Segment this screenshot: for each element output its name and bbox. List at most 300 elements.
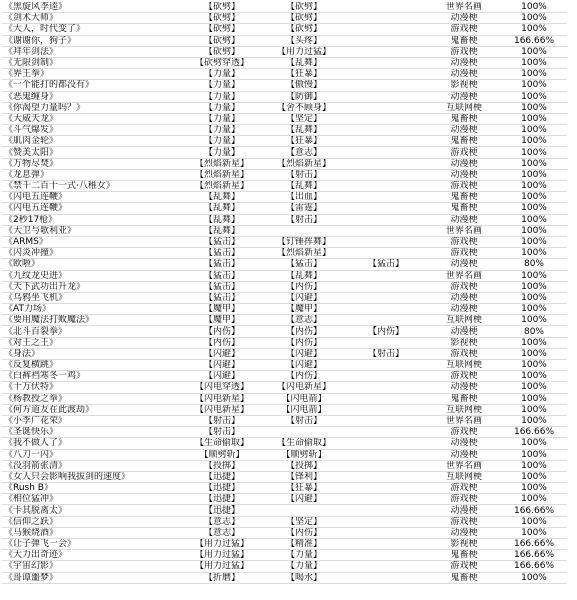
skill1-cell[interactable]: 【闪电新星】 <box>181 404 263 415</box>
category-cell[interactable]: 动漫梗 <box>427 259 501 270</box>
skill2-cell[interactable]: 【烈焰新星】 <box>263 248 345 259</box>
category-cell[interactable]: 互联网梗 <box>427 102 501 113</box>
name-cell[interactable]: 《我不做人了》 <box>2 438 181 449</box>
skill3-cell[interactable] <box>345 415 427 426</box>
category-cell[interactable]: 影视梗 <box>427 539 501 550</box>
skill1-cell[interactable]: 【砍劈穿透】 <box>181 57 263 68</box>
name-cell[interactable]: 《女人只会影响我拔剑的速度》 <box>2 471 181 482</box>
rate-cell[interactable]: 166.66% <box>501 427 567 438</box>
name-cell[interactable]: 《拜年剑法》 <box>2 46 181 57</box>
skill2-cell[interactable]: 【坚定】 <box>263 113 345 124</box>
skill3-cell[interactable] <box>345 147 427 158</box>
skill1-cell[interactable]: 【内伤】 <box>181 337 263 348</box>
rate-cell[interactable]: 100% <box>501 348 567 359</box>
category-cell[interactable]: 动漫梗 <box>427 69 501 80</box>
skill3-cell[interactable] <box>345 236 427 247</box>
name-cell[interactable]: 《北斗百裂拳》 <box>2 326 181 337</box>
skill1-cell[interactable]: 【烈焰新星】 <box>181 169 263 180</box>
skill3-cell[interactable] <box>345 281 427 292</box>
category-cell[interactable]: 游戏梗 <box>427 181 501 192</box>
skill1-cell[interactable]: 【烈焰新星】 <box>181 181 263 192</box>
name-cell[interactable]: 《2秒17枪》 <box>2 214 181 225</box>
category-cell[interactable]: 动漫梗 <box>427 214 501 225</box>
name-cell[interactable]: 《一个能打的都没有》 <box>2 80 181 91</box>
name-cell[interactable]: 《大威天龙》 <box>2 113 181 124</box>
skill1-cell[interactable]: 【用力过猛】 <box>181 539 263 550</box>
category-cell[interactable]: 世界名画 <box>427 2 501 13</box>
skill2-cell[interactable]: 【砍劈】 <box>263 13 345 24</box>
rate-cell[interactable]: 100% <box>501 449 567 460</box>
skill3-cell[interactable] <box>345 69 427 80</box>
name-cell[interactable]: 《欧啦》 <box>2 259 181 270</box>
skill3-cell[interactable] <box>345 158 427 169</box>
skill3-cell[interactable] <box>345 136 427 147</box>
skill2-cell[interactable]: 【头疼】 <box>263 35 345 46</box>
skill3-cell[interactable] <box>345 46 427 57</box>
skill2-cell[interactable]: 【射击】 <box>263 415 345 426</box>
rate-cell[interactable]: 166.66% <box>501 561 567 572</box>
rate-cell[interactable]: 100% <box>501 460 567 471</box>
name-cell[interactable]: 《大卫与歌利亚》 <box>2 225 181 236</box>
skill1-cell[interactable]: 【生命偷取】 <box>181 438 263 449</box>
skill1-cell[interactable]: 【顺劈斩】 <box>181 449 263 460</box>
rate-cell[interactable]: 100% <box>501 236 567 247</box>
skill2-cell[interactable]: 【乱舞】 <box>263 57 345 68</box>
rate-cell[interactable]: 100% <box>501 80 567 91</box>
category-cell[interactable]: 动漫梗 <box>427 91 501 102</box>
name-cell[interactable]: 《信仰之跃》 <box>2 516 181 527</box>
skill3-cell[interactable] <box>345 471 427 482</box>
name-cell[interactable]: 《卡其脱离太》 <box>2 505 181 516</box>
skill2-cell[interactable]: 【舍不顾身】 <box>263 102 345 113</box>
name-cell[interactable]: 《肌肉金轮》 <box>2 136 181 147</box>
rate-cell[interactable]: 100% <box>501 393 567 404</box>
skill3-cell[interactable] <box>345 561 427 572</box>
category-cell[interactable]: 互联网梗 <box>427 404 501 415</box>
name-cell[interactable]: 《闪电五连鞭》 <box>2 192 181 203</box>
skill2-cell[interactable]: 【狂暴】 <box>263 69 345 80</box>
rate-cell[interactable]: 100% <box>501 494 567 505</box>
rate-cell[interactable]: 100% <box>501 471 567 482</box>
skill1-cell[interactable]: 【力量】 <box>181 113 263 124</box>
rate-cell[interactable]: 166.66% <box>501 35 567 46</box>
rate-cell[interactable]: 100% <box>501 181 567 192</box>
name-cell[interactable]: 《马猴烧酒》 <box>2 527 181 538</box>
skill1-cell[interactable]: 【力量】 <box>181 136 263 147</box>
category-cell[interactable]: 游戏梗 <box>427 427 501 438</box>
skill2-cell[interactable]: 【生命偷取】 <box>263 438 345 449</box>
skill3-cell[interactable] <box>345 248 427 259</box>
skill1-cell[interactable]: 【魔甲】 <box>181 304 263 315</box>
skill2-cell[interactable]: 【狂暴】 <box>263 483 345 494</box>
rate-cell[interactable]: 100% <box>501 225 567 236</box>
skill1-cell[interactable]: 【用力过猛】 <box>181 561 263 572</box>
skill3-cell[interactable] <box>345 13 427 24</box>
category-cell[interactable]: 游戏梗 <box>427 147 501 158</box>
category-cell[interactable]: 动漫梗 <box>427 505 501 516</box>
skill2-cell[interactable]: 【闪电箭】 <box>263 404 345 415</box>
skill1-cell[interactable]: 【魔甲】 <box>181 315 263 326</box>
skill2-cell[interactable]: 【闪避】 <box>263 360 345 371</box>
category-cell[interactable]: 动漫梗 <box>427 13 501 24</box>
skill1-cell[interactable]: 【砍劈】 <box>181 13 263 24</box>
skill1-cell[interactable]: 【力量】 <box>181 91 263 102</box>
skill2-cell[interactable]: 【狂暴】 <box>263 136 345 147</box>
category-cell[interactable]: 世界名画 <box>427 415 501 426</box>
skill1-cell[interactable]: 【闪避】 <box>181 371 263 382</box>
name-cell[interactable]: 《白裤裆寒冬一鸡》 <box>2 371 181 382</box>
skill3-cell[interactable] <box>345 516 427 527</box>
skill2-cell[interactable]: 【意志】 <box>263 315 345 326</box>
skill2-cell[interactable]: 【出血】 <box>263 192 345 203</box>
name-cell[interactable]: 《乌鸦坐飞机》 <box>2 292 181 303</box>
rate-cell[interactable]: 100% <box>501 572 567 583</box>
skill2-cell[interactable]: 【闪避】 <box>263 348 345 359</box>
rate-cell[interactable]: 100% <box>501 404 567 415</box>
category-cell[interactable]: 游戏梗 <box>427 516 501 527</box>
category-cell[interactable]: 世界名画 <box>427 225 501 236</box>
category-cell[interactable]: 游戏梗 <box>427 348 501 359</box>
skill2-cell[interactable] <box>263 427 345 438</box>
skill3-cell[interactable] <box>345 360 427 371</box>
rate-cell[interactable]: 100% <box>501 371 567 382</box>
skill1-cell[interactable]: 【砍劈】 <box>181 24 263 35</box>
category-cell[interactable]: 动漫梗 <box>427 125 501 136</box>
rate-cell[interactable]: 80% <box>501 326 567 337</box>
skill3-cell[interactable] <box>345 393 427 404</box>
rate-cell[interactable]: 100% <box>501 438 567 449</box>
category-cell[interactable]: 游戏梗 <box>427 483 501 494</box>
skill1-cell[interactable]: 【闪电新星】 <box>181 393 263 404</box>
name-cell[interactable]: 《相位猛冲》 <box>2 494 181 505</box>
name-cell[interactable]: 《无限剑制》 <box>2 57 181 68</box>
skill1-cell[interactable]: 【内伤】 <box>181 326 263 337</box>
name-cell[interactable]: 《斗气爆发》 <box>2 125 181 136</box>
rate-cell[interactable]: 100% <box>501 360 567 371</box>
skill2-cell[interactable]: 【顺劈斩】 <box>263 449 345 460</box>
name-cell[interactable]: 《小李广花荣》 <box>2 415 181 426</box>
skill2-cell[interactable]: 【射击】 <box>263 169 345 180</box>
rate-cell[interactable]: 100% <box>501 292 567 303</box>
skill3-cell[interactable] <box>345 181 427 192</box>
rate-cell[interactable]: 100% <box>501 136 567 147</box>
skill3-cell[interactable] <box>345 192 427 203</box>
name-cell[interactable]: 《十万伏特》 <box>2 382 181 393</box>
skill1-cell[interactable]: 【迅捷】 <box>181 483 263 494</box>
category-cell[interactable]: 游戏梗 <box>427 561 501 572</box>
name-cell[interactable]: 《圣诞快乐》 <box>2 427 181 438</box>
name-cell[interactable]: 《ARMS》 <box>2 236 181 247</box>
skill1-cell[interactable]: 【力量】 <box>181 80 263 91</box>
rate-cell[interactable]: 100% <box>501 169 567 180</box>
rate-cell[interactable]: 80% <box>501 259 567 270</box>
skill3-cell[interactable] <box>345 35 427 46</box>
name-cell[interactable]: 《赞美太阳》 <box>2 147 181 158</box>
name-cell[interactable]: 《哥谭噩梦》 <box>2 572 181 583</box>
skill1-cell[interactable]: 【猛击】 <box>181 236 263 247</box>
category-cell[interactable]: 动漫梗 <box>427 326 501 337</box>
skill1-cell[interactable]: 【力量】 <box>181 69 263 80</box>
name-cell[interactable]: 《九纹龙史进》 <box>2 270 181 281</box>
name-cell[interactable]: 《恶鬼缠身》 <box>2 91 181 102</box>
skill3-cell[interactable] <box>345 527 427 538</box>
skill2-cell[interactable] <box>263 505 345 516</box>
skill3-cell[interactable] <box>345 483 427 494</box>
category-cell[interactable]: 动漫梗 <box>427 292 501 303</box>
name-cell[interactable]: 《闪炎冲撞》 <box>2 248 181 259</box>
category-cell[interactable]: 游戏梗 <box>427 371 501 382</box>
skill2-cell[interactable]: 【乱舞】 <box>263 270 345 281</box>
skill2-cell[interactable]: 【钉锤挥舞】 <box>263 236 345 247</box>
skill3-cell[interactable] <box>345 404 427 415</box>
skill1-cell[interactable]: 【闪避】 <box>181 348 263 359</box>
category-cell[interactable]: 互联网梗 <box>427 315 501 326</box>
skill2-cell[interactable]: 【内伤】 <box>263 326 345 337</box>
skill3-cell[interactable] <box>345 91 427 102</box>
category-cell[interactable]: 世界名画 <box>427 270 501 281</box>
skill1-cell[interactable]: 【折磨】 <box>181 572 263 583</box>
rate-cell[interactable]: 166.66% <box>501 505 567 516</box>
rate-cell[interactable]: 100% <box>501 214 567 225</box>
skill2-cell[interactable]: 【砍劈】 <box>263 2 345 13</box>
rate-cell[interactable]: 100% <box>501 57 567 68</box>
skill2-cell[interactable]: 【猛击】 <box>263 259 345 270</box>
name-cell[interactable]: 《要用魔法打败魔法》 <box>2 315 181 326</box>
skill1-cell[interactable]: 【猛击】 <box>181 248 263 259</box>
skill1-cell[interactable]: 【迅捷】 <box>181 494 263 505</box>
skill1-cell[interactable]: 【迅捷】 <box>181 505 263 516</box>
name-cell[interactable]: 《万物尽焚》 <box>2 158 181 169</box>
category-cell[interactable]: 互联网梗 <box>427 471 501 482</box>
skill3-cell[interactable] <box>345 169 427 180</box>
rate-cell[interactable]: 100% <box>501 516 567 527</box>
rate-cell[interactable]: 100% <box>501 337 567 348</box>
rate-cell[interactable]: 100% <box>501 147 567 158</box>
skill2-cell[interactable]: 【内伤】 <box>263 337 345 348</box>
name-cell[interactable]: 《龙息弹》 <box>2 169 181 180</box>
name-cell[interactable]: 《AT力场》 <box>2 304 181 315</box>
name-cell[interactable]: 《何方道友在此渡劫》 <box>2 404 181 415</box>
skill2-cell[interactable]: 【喝水】 <box>263 572 345 583</box>
skill1-cell[interactable]: 【乱舞】 <box>181 192 263 203</box>
skill2-cell[interactable]: 【雷霆】 <box>263 203 345 214</box>
category-cell[interactable]: 游戏梗 <box>427 236 501 247</box>
name-cell[interactable]: 《杨教授之拳》 <box>2 393 181 404</box>
category-cell[interactable]: 鬼畜梗 <box>427 203 501 214</box>
category-cell[interactable]: 动漫梗 <box>427 527 501 538</box>
skill2-cell[interactable]: 【精准】 <box>263 539 345 550</box>
name-cell[interactable]: 《黑旋风李逵》 <box>2 2 181 13</box>
skill3-cell[interactable] <box>345 382 427 393</box>
skill3-cell[interactable] <box>345 427 427 438</box>
rate-cell[interactable]: 166.66% <box>501 539 567 550</box>
rate-cell[interactable]: 100% <box>501 315 567 326</box>
skill1-cell[interactable]: 【投掷】 <box>181 460 263 471</box>
name-cell[interactable]: 《界王拳》 <box>2 69 181 80</box>
rate-cell[interactable]: 100% <box>501 382 567 393</box>
rate-cell[interactable]: 100% <box>501 2 567 13</box>
skill2-cell[interactable]: 【乱舞】 <box>263 125 345 136</box>
rate-cell[interactable]: 100% <box>501 113 567 124</box>
skill1-cell[interactable]: 【意志】 <box>181 527 263 538</box>
skill1-cell[interactable]: 【闪避】 <box>181 360 263 371</box>
category-cell[interactable]: 游戏梗 <box>427 248 501 259</box>
name-cell[interactable]: 《八刀一闪》 <box>2 449 181 460</box>
skill3-cell[interactable] <box>345 449 427 460</box>
skill1-cell[interactable]: 【乱舞】 <box>181 225 263 236</box>
name-cell[interactable]: 《剑术大师》 <box>2 13 181 24</box>
skill2-cell[interactable]: 【内伤】 <box>263 371 345 382</box>
skill3-cell[interactable] <box>345 113 427 124</box>
skill2-cell[interactable]: 【闪电箭】 <box>263 393 345 404</box>
skill2-cell[interactable]: 【力量】 <box>263 550 345 561</box>
skill2-cell[interactable]: 【坚定】 <box>263 516 345 527</box>
skill3-cell[interactable] <box>345 304 427 315</box>
skill3-cell[interactable]: 【猛击】 <box>345 259 427 270</box>
skill1-cell[interactable]: 【乱舞】 <box>181 214 263 225</box>
name-cell[interactable]: 《天下武功出升龙》 <box>2 281 181 292</box>
name-cell[interactable]: 《让子弹飞一会》 <box>2 539 181 550</box>
skill2-cell[interactable]: 【内伤】 <box>263 281 345 292</box>
name-cell[interactable]: 《你渴望力量吗？》 <box>2 102 181 113</box>
skill2-cell[interactable]: 【意志】 <box>263 147 345 158</box>
skill1-cell[interactable]: 【用力过猛】 <box>181 550 263 561</box>
category-cell[interactable]: 世界名画 <box>427 460 501 471</box>
category-cell[interactable]: 鬼畜梗 <box>427 393 501 404</box>
rate-cell[interactable]: 100% <box>501 304 567 315</box>
category-cell[interactable]: 游戏梗 <box>427 281 501 292</box>
name-cell[interactable]: 《禁千二百十一式·八稚女》 <box>2 181 181 192</box>
skill1-cell[interactable]: 【猛击】 <box>181 281 263 292</box>
category-cell[interactable]: 游戏梗 <box>427 46 501 57</box>
skill1-cell[interactable]: 【砍劈】 <box>181 46 263 57</box>
skill1-cell[interactable]: 【烈焰新星】 <box>181 158 263 169</box>
category-cell[interactable]: 互联网梗 <box>427 360 501 371</box>
rate-cell[interactable]: 100% <box>501 24 567 35</box>
skill1-cell[interactable]: 【意志】 <box>181 516 263 527</box>
skill3-cell[interactable] <box>345 539 427 550</box>
skill2-cell[interactable]: 【投掷】 <box>263 460 345 471</box>
name-cell[interactable]: 《Rush B》 <box>2 483 181 494</box>
skill3-cell[interactable] <box>345 292 427 303</box>
name-cell[interactable]: 《反复横跳》 <box>2 360 181 371</box>
rate-cell[interactable]: 100% <box>501 248 567 259</box>
skill3-cell[interactable] <box>345 315 427 326</box>
skill1-cell[interactable]: 【力量】 <box>181 102 263 113</box>
category-cell[interactable]: 动漫梗 <box>427 449 501 460</box>
skill1-cell[interactable]: 【砍劈】 <box>181 2 263 13</box>
skill2-cell[interactable]: 【傲慢】 <box>263 80 345 91</box>
skill3-cell[interactable] <box>345 572 427 583</box>
category-cell[interactable]: 鬼畜梗 <box>427 136 501 147</box>
skill2-cell[interactable]: 【闪避】 <box>263 292 345 303</box>
name-cell[interactable]: 《身法》 <box>2 348 181 359</box>
skill2-cell[interactable]: 【乱舞】 <box>263 181 345 192</box>
skill3-cell[interactable] <box>345 225 427 236</box>
rate-cell[interactable]: 100% <box>501 125 567 136</box>
category-cell[interactable]: 鬼畜梗 <box>427 550 501 561</box>
skill3-cell[interactable] <box>345 550 427 561</box>
skill2-cell[interactable]: 【砍劈】 <box>263 24 345 35</box>
skill3-cell[interactable] <box>345 505 427 516</box>
name-cell[interactable]: 《没羽箭张清》 <box>2 460 181 471</box>
skill1-cell[interactable]: 【力量】 <box>181 125 263 136</box>
rate-cell[interactable]: 100% <box>501 46 567 57</box>
skill3-cell[interactable] <box>345 270 427 281</box>
skill2-cell[interactable]: 【魔甲】 <box>263 304 345 315</box>
skill3-cell[interactable] <box>345 337 427 348</box>
skill2-cell[interactable]: 【锋利】 <box>263 471 345 482</box>
name-cell[interactable]: 《对王之王》 <box>2 337 181 348</box>
skill2-cell[interactable]: 【内伤】 <box>263 527 345 538</box>
skill1-cell[interactable]: 【猛击】 <box>181 259 263 270</box>
skill3-cell[interactable] <box>345 214 427 225</box>
skill3-cell[interactable] <box>345 102 427 113</box>
skill2-cell[interactable]: 【用力过猛】 <box>263 46 345 57</box>
skill3-cell[interactable] <box>345 24 427 35</box>
skill3-cell[interactable] <box>345 371 427 382</box>
category-cell[interactable]: 游戏梗 <box>427 494 501 505</box>
skill1-cell[interactable]: 【迅捷】 <box>181 471 263 482</box>
skill2-cell[interactable]: 【力量】 <box>263 561 345 572</box>
skill1-cell[interactable]: 【闪电穿透】 <box>181 382 263 393</box>
skill2-cell[interactable]: 【闪避】 <box>263 494 345 505</box>
skill2-cell[interactable]: 【射击】 <box>263 214 345 225</box>
name-cell[interactable]: 《闪电五连鞭》 <box>2 203 181 214</box>
skill2-cell[interactable]: 【防御】 <box>263 91 345 102</box>
skill3-cell[interactable] <box>345 57 427 68</box>
category-cell[interactable]: 影视梗 <box>427 337 501 348</box>
skill3-cell[interactable] <box>345 494 427 505</box>
name-cell[interactable]: 《宇宙幻影》 <box>2 561 181 572</box>
name-cell[interactable]: 《谢谢你，狗子》 <box>2 35 181 46</box>
category-cell[interactable]: 动漫梗 <box>427 382 501 393</box>
category-cell[interactable]: 动漫梗 <box>427 304 501 315</box>
rate-cell[interactable]: 100% <box>501 102 567 113</box>
skill3-cell[interactable] <box>345 2 427 13</box>
rate-cell[interactable]: 100% <box>501 415 567 426</box>
name-cell[interactable]: 《大力出奇迹》 <box>2 550 181 561</box>
category-cell[interactable]: 动漫梗 <box>427 158 501 169</box>
skill2-cell[interactable] <box>263 225 345 236</box>
name-cell[interactable]: 《大人，时代变了》 <box>2 24 181 35</box>
rate-cell[interactable]: 100% <box>501 158 567 169</box>
rate-cell[interactable]: 166.66% <box>501 550 567 561</box>
category-cell[interactable]: 动漫梗 <box>427 438 501 449</box>
skill1-cell[interactable]: 【射击】 <box>181 427 263 438</box>
category-cell[interactable]: 鬼畜梗 <box>427 572 501 583</box>
rate-cell[interactable]: 100% <box>501 483 567 494</box>
category-cell[interactable]: 鬼畜梗 <box>427 35 501 46</box>
skill3-cell[interactable] <box>345 203 427 214</box>
rate-cell[interactable]: 100% <box>501 192 567 203</box>
rate-cell[interactable]: 100% <box>501 203 567 214</box>
skill1-cell[interactable]: 【乱舞】 <box>181 203 263 214</box>
skill1-cell[interactable]: 【射击】 <box>181 415 263 426</box>
rate-cell[interactable]: 100% <box>501 13 567 24</box>
category-cell[interactable]: 动漫梗 <box>427 57 501 68</box>
category-cell[interactable]: 动漫梗 <box>427 169 501 180</box>
rate-cell[interactable]: 100% <box>501 270 567 281</box>
rate-cell[interactable]: 100% <box>501 281 567 292</box>
skill3-cell[interactable] <box>345 125 427 136</box>
category-cell[interactable]: 游戏梗 <box>427 24 501 35</box>
skill3-cell[interactable] <box>345 460 427 471</box>
category-cell[interactable]: 鬼畜梗 <box>427 113 501 124</box>
skill3-cell[interactable] <box>345 438 427 449</box>
category-cell[interactable]: 鬼畜梗 <box>427 192 501 203</box>
skill2-cell[interactable]: 【烈焰新星】 <box>263 158 345 169</box>
